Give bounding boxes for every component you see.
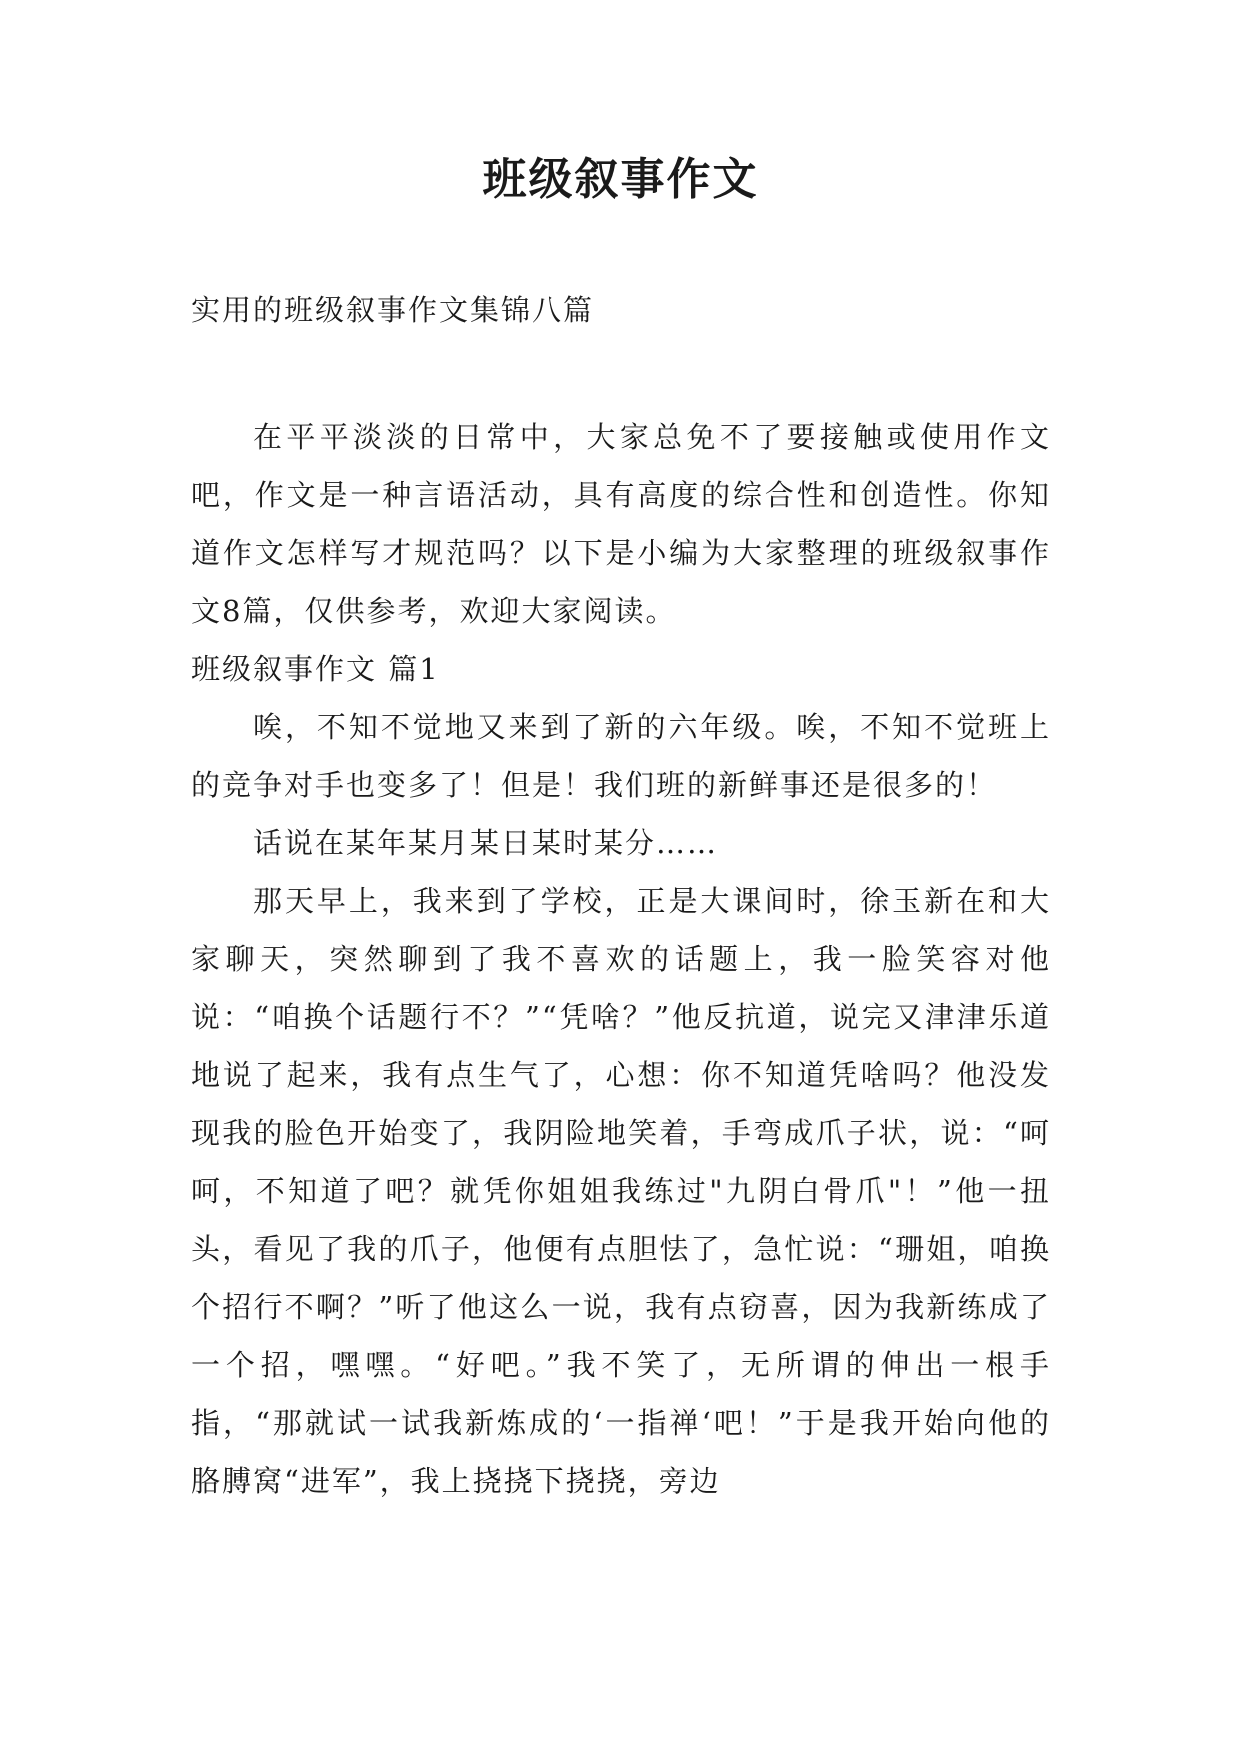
section-heading: 班级叙事作文 篇1 <box>191 652 440 686</box>
document-body <box>191 408 1051 1510</box>
body-paragraph: 话说在某年某月某日某时某分…… <box>253 826 719 860</box>
document-subtitle: 实用的班级叙事作文集锦八篇 <box>191 293 595 327</box>
body-paragraph: 唉，不知不觉地又来到了新的六年级。唉，不知不觉班上的竞争对手也变多了！但是！我们班的新鲜事还是很多的！ <box>191 710 1051 802</box>
document-title: 班级叙事作文 <box>482 154 759 205</box>
body-paragraph: 那天早上，我来到了学校，正是大课间时，徐玉新在和大家聊天，突然聊到了我不喜欢的话题上，我一脸笑容对他说：“咱换个话题行不？”“凭啥？”他反抗道，说完又津津乐道地说了起来，我有点生气了，心想：你不知道凭啥吗？他没发现我的脸色开始变了，我阴险地笑着，手弯成爪子状，说：“呵呵，不知道了吧？就凭你姐姐我练过"九阴白骨爪"！”他一扭头，看见了我的爪子，他便有点胆怯了，急忙说：“珊姐，咱换个招行不啊？”听了他这么一说，我有点窃喜，因为我新练成了一个招，嘿嘿。“好吧。”我不笑了，无所谓的伸出一根手指，“那就试一试我新炼成的‘一指禅‘吧！”于是我开始向他的胳膊窝“进军”，我上挠挠下挠挠，旁边 <box>191 884 1051 1498</box>
intro-paragraph: 在平平淡淡的日常中，大家总免不了要接触或使用作文吧，作文是一种言语活动，具有高度的综合性和创造性。你知道作文怎样写才规范吗？以下是小编为大家整理的班级叙事作文8篇，仅供参考，欢迎大家阅读。 <box>191 420 1051 628</box>
